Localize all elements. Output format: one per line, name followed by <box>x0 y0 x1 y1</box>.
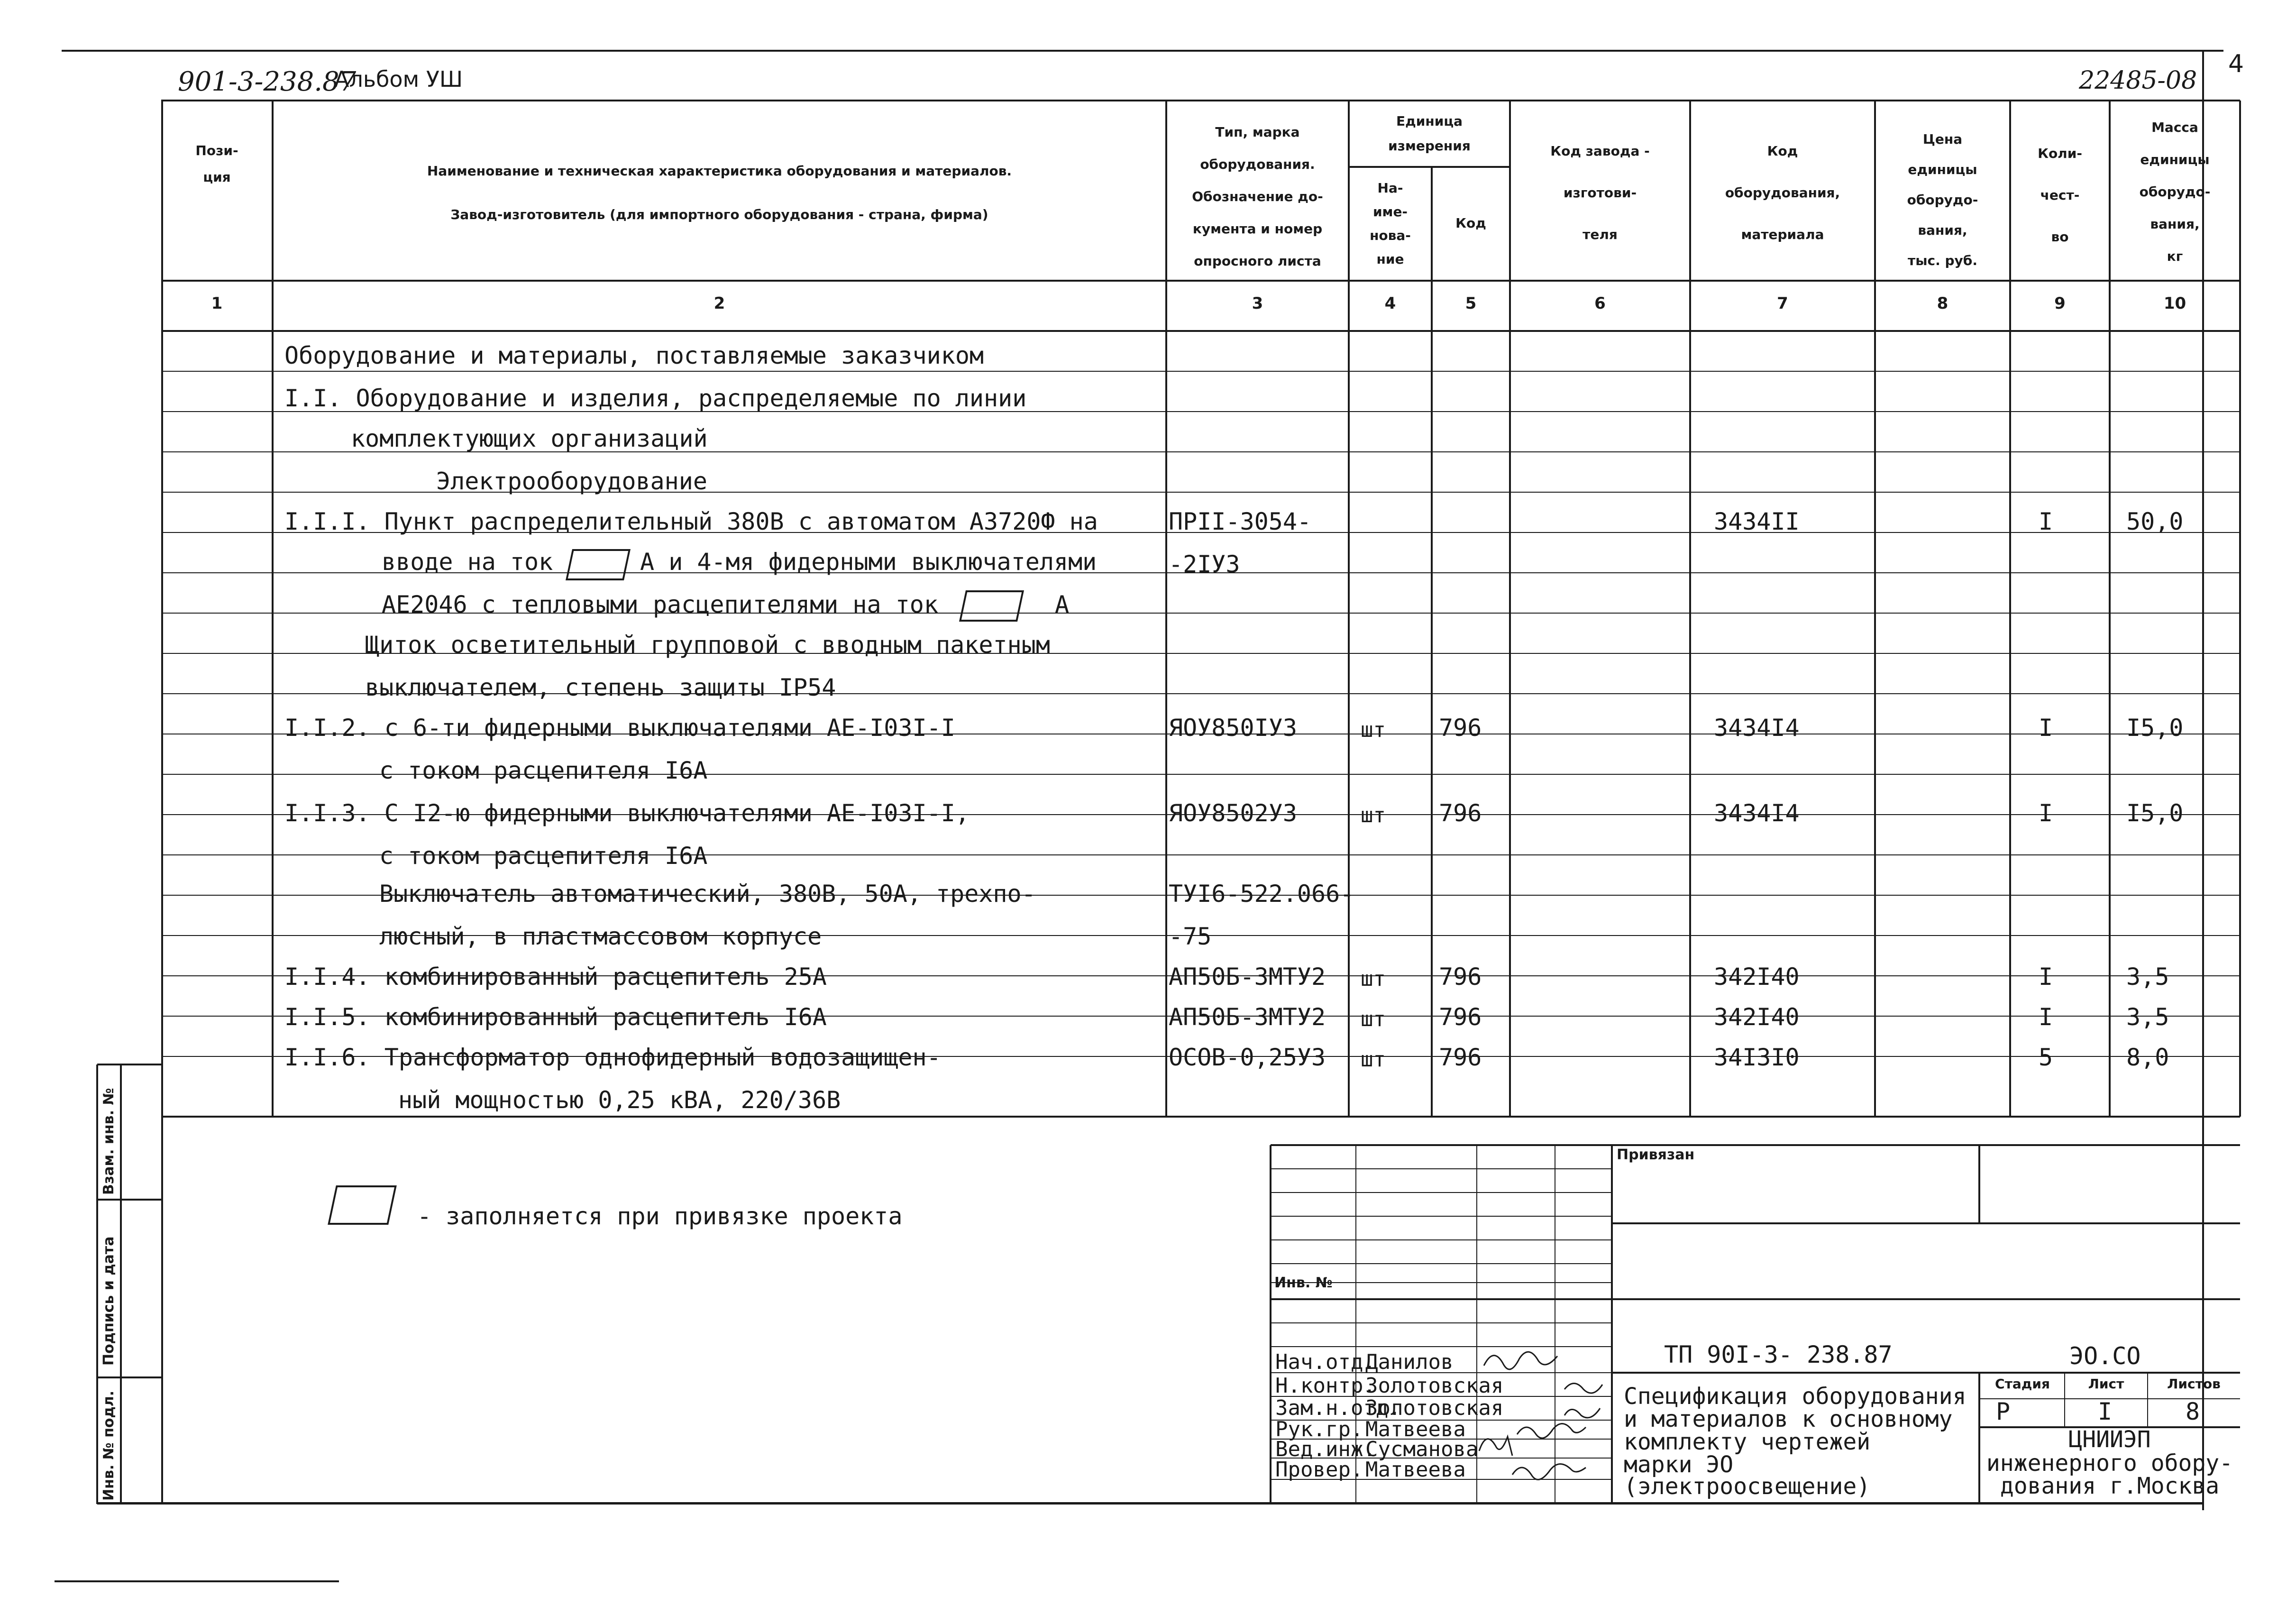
signer-5-role: Провер. <box>1275 1458 1363 1482</box>
col-header-quantity: Коли- чест- во <box>2038 146 2082 245</box>
col-num-2: 2 <box>713 294 725 313</box>
row-14-type: -75 <box>1169 923 1212 950</box>
signer-4-name: Сусманова <box>1365 1437 1479 1461</box>
stamp-title-4: (электроосвещение) <box>1624 1473 1871 1500</box>
row-9-name: I.I.2. с 6-ти фидерными выключателями АЕ-I03I-I <box>284 714 955 742</box>
album-label: Альбом УШ <box>334 66 463 92</box>
stamp-number: 22485-08 <box>2079 66 2197 95</box>
doc-ref: 901-3-238.87 <box>178 66 357 97</box>
row-16-eq-code: 342I40 <box>1714 1003 1800 1031</box>
row-6-name-a: АЕ2046 с тепловыми расцепителями на ток <box>382 591 938 618</box>
row-15-unit: шт <box>1361 967 1386 991</box>
signer-1-name: Золотовская <box>1365 1374 1504 1398</box>
row-17-name: I.I.6. Трансформатор однофидерный водозащищен- <box>284 1044 941 1071</box>
row-11-code: 796 <box>1439 799 1482 827</box>
row-15-type: АП50Б-3МТУ2 <box>1169 963 1326 991</box>
side-vzam-inv: Взам. инв. № <box>101 1088 117 1195</box>
row-16-type: АП50Б-3МТУ2 <box>1169 1003 1326 1031</box>
row-16-unit: шт <box>1361 1007 1386 1031</box>
row-5-name-b: А и 4-мя фидерными выключателями <box>640 548 1097 576</box>
row-15-code: 796 <box>1439 963 1482 991</box>
row-17-code: 796 <box>1439 1044 1482 1071</box>
row-15-name: I.I.4. комбинированный расцепитель 25А <box>284 963 827 991</box>
signer-3-name: Матвеева <box>1365 1417 1466 1441</box>
row-17-eq-code: 34I3I0 <box>1714 1044 1800 1071</box>
col-num-4: 4 <box>1384 294 1396 313</box>
row-0-name: Оборудование и материалы, поставляемые заказчиком <box>284 342 984 369</box>
row-13-type: ТУI6-522.066- <box>1169 880 1354 908</box>
page-number: 4 <box>2228 50 2244 78</box>
signer-2-role: Зам.н.отд. <box>1275 1396 1401 1420</box>
stamp-title-1: и материалов к основному <box>1624 1406 1953 1432</box>
row-4-eq-code: 3434II <box>1714 508 1800 535</box>
row-5-type: -2IУ3 <box>1169 551 1240 578</box>
row-17-mass: 8,0 <box>2126 1044 2169 1071</box>
row-9-eq-code: 3434I4 <box>1714 714 1800 742</box>
row-18-name: ный мощностью 0,25 кВА, 220/36В <box>398 1086 841 1114</box>
row-9-unit: шт <box>1361 718 1386 742</box>
row-10-name: с током расцепителя I6А <box>379 757 708 784</box>
row-15-eq-code: 342I40 <box>1714 963 1800 991</box>
row-5-name-a: вводе на ток <box>382 548 553 576</box>
stamp-sheets: 8 <box>2186 1398 2200 1425</box>
col-header-equipment-code: Код оборудования, материала <box>1725 143 1840 242</box>
col-num-8: 8 <box>1937 294 1948 313</box>
col-header-unit-code: Код <box>1455 215 1486 231</box>
row-17-type: ОСОВ-0,25У3 <box>1169 1044 1326 1071</box>
stamp-privyazan: Привязан <box>1617 1147 1695 1163</box>
row-6-name-b: А <box>1055 591 1070 618</box>
row-9-type: ЯОУ850IУ3 <box>1169 714 1297 742</box>
row-4-mass: 50,0 <box>2126 508 2184 535</box>
col-header-name: Наименование и техническая характеристика оборудования и материалов. Завод-изготовитель (для импортного оборудования - страна, фирма) <box>427 163 1012 222</box>
row-17-unit: шт <box>1361 1047 1386 1072</box>
row-4-qty: I <box>2039 508 2053 535</box>
row-9-qty: I <box>2039 714 2053 742</box>
col-num-1: 1 <box>211 294 223 313</box>
row-16-mass: 3,5 <box>2126 1003 2169 1031</box>
row-11-qty: I <box>2039 799 2053 827</box>
col-header-type: Тип, марка оборудования. Обозначение до- кумента и номер опросного листа <box>1192 124 1323 269</box>
row-8-name: выключателем, степень защиты IP54 <box>365 674 836 701</box>
row-11-name: I.I.3. С I2-ю фидерными выключателями АЕ-I03I-I, <box>284 799 970 827</box>
row-4-type: ПРII-3054- <box>1169 508 1312 535</box>
stamp-title-3: марки ЭО <box>1624 1451 1734 1478</box>
row-7-name: Щиток осветительный групповой с вводным пакетным <box>365 631 1050 659</box>
row-3-name: Электрооборудование <box>436 468 707 495</box>
col-num-6: 6 <box>1594 294 1606 313</box>
col-num-5: 5 <box>1465 294 1477 313</box>
col-num-7: 7 <box>1777 294 1788 313</box>
row-1-name: I.I. Оборудование и изделия, распределяемые по линии <box>284 385 1027 412</box>
stamp-title-2: комплекту чертежей <box>1624 1429 1871 1455</box>
stamp-org-2: дования г.Москва <box>2000 1473 2220 1499</box>
signer-3-role: Рук.гр. <box>1275 1417 1363 1441</box>
stamp-sheets-label: Листов <box>2167 1376 2221 1392</box>
row-11-eq-code: 3434I4 <box>1714 799 1800 827</box>
side-inv-podl: Инв. № подл. <box>101 1390 117 1501</box>
row-4-name: I.I.I. Пункт распределительный 380В с автоматом А3720Ф на <box>284 508 1098 535</box>
signer-5-name: Матвеева <box>1365 1458 1466 1482</box>
row-15-qty: I <box>2039 963 2053 991</box>
stamp-org-1: инженерного обору- <box>1986 1450 2233 1477</box>
row-15-mass: 3,5 <box>2126 963 2169 991</box>
col-header-position: Пози- ция <box>195 143 238 185</box>
stamp-sheet: I <box>2098 1398 2113 1425</box>
row-11-unit: шт <box>1361 803 1386 827</box>
stamp-stage-label: Стадия <box>1995 1376 2050 1392</box>
signer-2-name: Золотовская <box>1365 1396 1504 1420</box>
legend-note: - заполняется при привязке проекта <box>417 1202 903 1230</box>
stamp-project: ТП 90I-3- 238.87 <box>1664 1341 1893 1368</box>
row-9-code: 796 <box>1439 714 1482 742</box>
stamp-stage: Р <box>1996 1398 2011 1425</box>
row-2-name: комплектующих организаций <box>351 425 708 452</box>
col-num-10: 10 <box>2163 294 2186 313</box>
stamp-mark: ЭО.СО <box>2069 1342 2141 1370</box>
row-11-mass: I5,0 <box>2126 799 2184 827</box>
col-header-unit: Единица измерения <box>1388 113 1471 154</box>
col-header-mass: Масса единицы оборудо- вания, кг <box>2139 119 2211 264</box>
row-12-name: с током расцепителя I6А <box>379 842 708 870</box>
row-11-type: ЯОУ8502У3 <box>1169 799 1297 827</box>
signer-0-role: Нач.отд. <box>1275 1350 1376 1374</box>
signer-4-role: Вед.инж. <box>1275 1437 1376 1461</box>
row-17-qty: 5 <box>2039 1044 2053 1071</box>
stamp-inv-no: Инв. № <box>1274 1275 1333 1291</box>
row-14-name: люсный, в пластмассовом корпусе <box>379 923 822 950</box>
row-16-name: I.I.5. комбинированный расцепитель I6А <box>284 1003 827 1031</box>
row-9-mass: I5,0 <box>2126 714 2184 742</box>
stamp-sheet-label: Лист <box>2088 1376 2124 1392</box>
signer-0-name: Данилов <box>1365 1350 1454 1374</box>
row-16-code: 796 <box>1439 1003 1482 1031</box>
col-header-price: Цена единицы оборудо- вания, тыс. руб. <box>1907 131 1978 268</box>
col-num-9: 9 <box>2054 294 2066 313</box>
col-header-unit-name: На- име- нова- ние <box>1370 180 1411 267</box>
stamp-org-0: ЦНИИЭП <box>2068 1426 2151 1453</box>
side-podpis-data: Подпись и дата <box>101 1236 117 1366</box>
col-header-maker-code: Код завода - изготови- теля <box>1550 143 1650 242</box>
row-16-qty: I <box>2039 1003 2053 1031</box>
signer-1-role: Н.контр. <box>1275 1374 1376 1398</box>
row-13-name: Выключатель автоматический, 380В, 50А, трехпо- <box>379 880 1036 908</box>
col-num-3: 3 <box>1252 294 1263 313</box>
stamp-title-0: Спецификация оборудования <box>1624 1383 1967 1410</box>
